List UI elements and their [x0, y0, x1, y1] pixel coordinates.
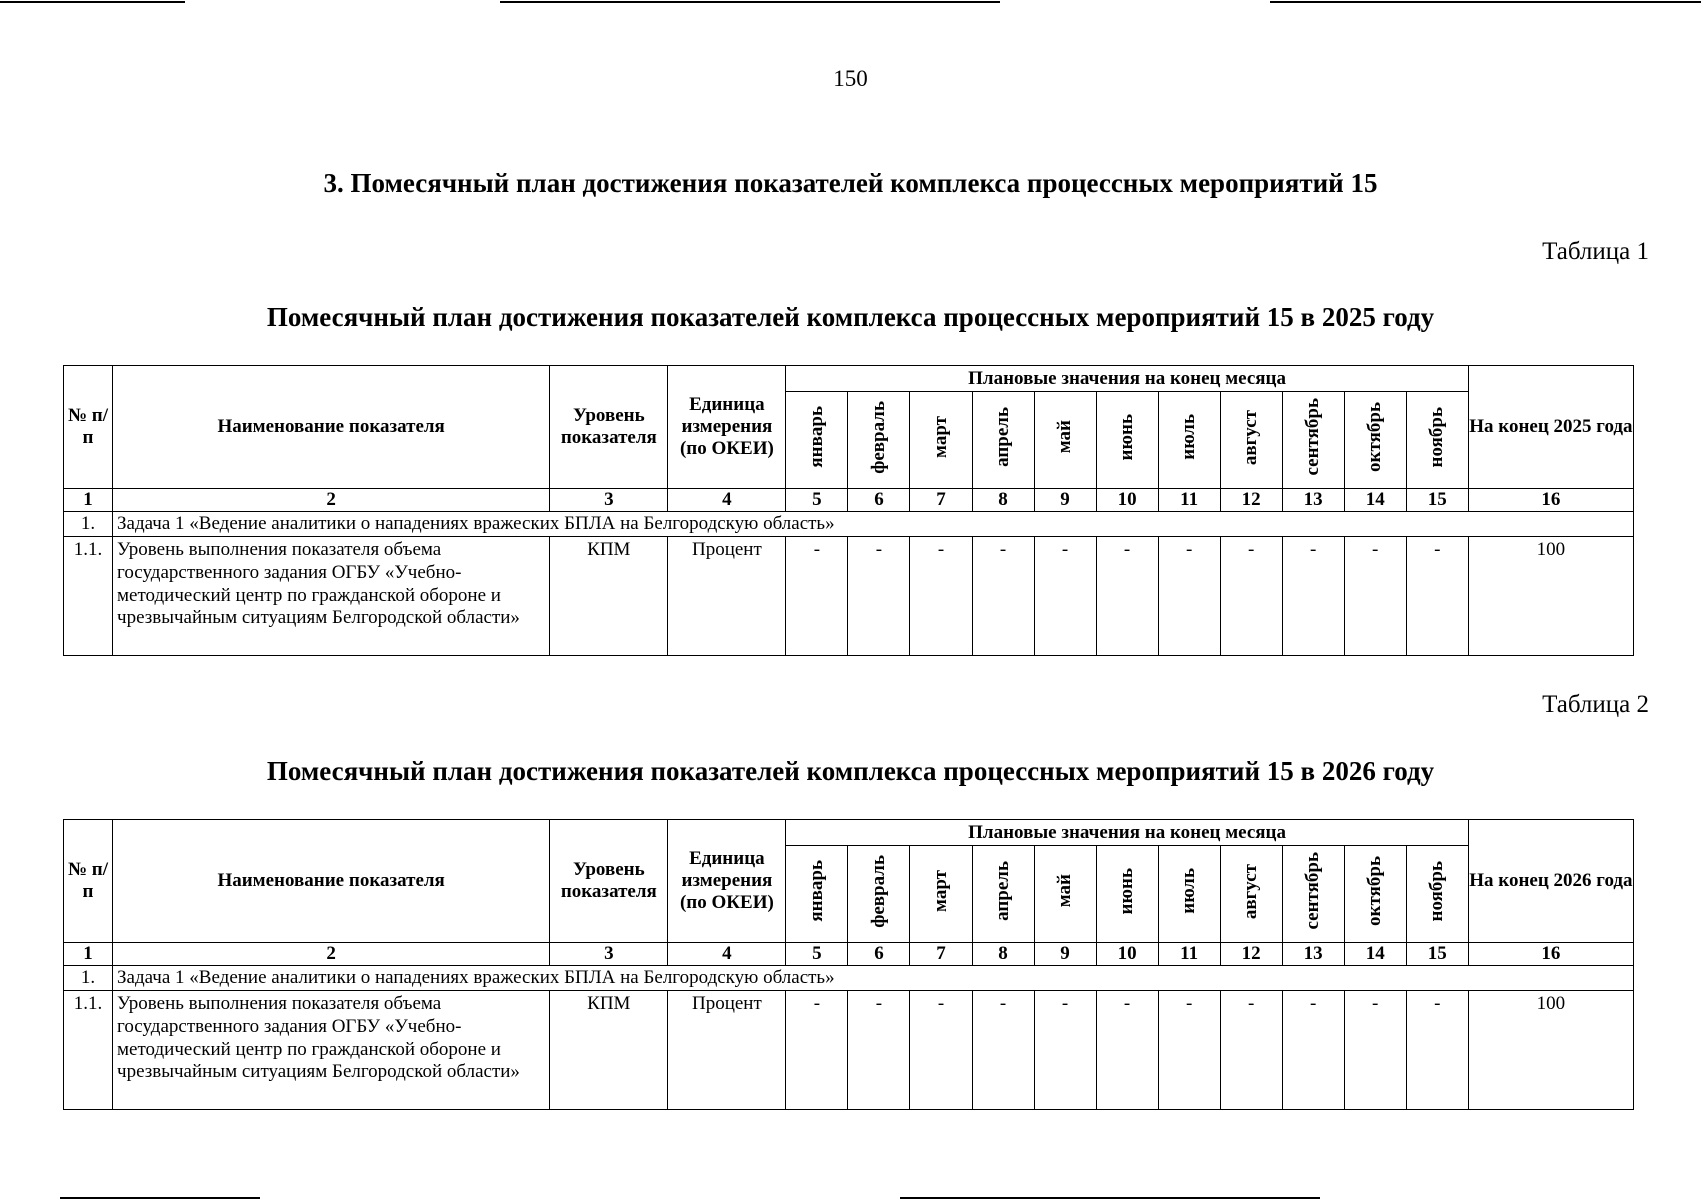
monthly-value: -: [1344, 537, 1406, 656]
column-number: 12: [1220, 943, 1282, 966]
indicator-name: Уровень выполнения показателя объема государственного задания ОГБУ «Учебно-методический центр по гражданской обороне и чрезвычайным ситуациям Белгородской области»: [113, 991, 550, 1110]
month-label: июнь: [1116, 867, 1138, 915]
column-number-row: [64, 943, 1634, 966]
month-label: март: [930, 870, 952, 913]
month-label: май: [1054, 420, 1076, 454]
monthly-value: -: [1220, 991, 1282, 1110]
month-header: [1406, 392, 1468, 489]
table-row: [64, 991, 1634, 1110]
month-header: [1034, 846, 1096, 943]
task-text: Задача 1 «Ведение аналитики о нападениях вражеских БПЛА на Белгородскую область»: [113, 966, 1634, 991]
month-label: июль: [1178, 868, 1200, 914]
month-header: [1034, 392, 1096, 489]
month-header: [1158, 846, 1220, 943]
indicator-unit: Процент: [668, 537, 786, 656]
month-header: [910, 392, 972, 489]
column-number: 8: [972, 943, 1034, 966]
month-label: сентябрь: [1302, 852, 1324, 930]
column-number: 2: [113, 943, 550, 966]
scan-edge-line: [0, 1, 185, 3]
column-number-row: [64, 489, 1634, 512]
column-number: 9: [1034, 943, 1096, 966]
monthly-value: -: [910, 991, 972, 1110]
monthly-value: -: [1096, 991, 1158, 1110]
column-number: 6: [848, 489, 910, 512]
month-label: октябрь: [1364, 402, 1386, 473]
table-row: [64, 537, 1634, 656]
section-title: 3. Помесячный план достижения показателей комплекса процессных мероприятий 15: [323, 168, 1378, 198]
header-level: Уровень показателя: [550, 820, 668, 943]
monthly-value: -: [848, 991, 910, 1110]
row-number: 1.1.: [64, 991, 113, 1110]
column-number: 1: [64, 489, 113, 512]
month-header: [972, 846, 1034, 943]
month-label: май: [1054, 874, 1076, 908]
column-number: 16: [1468, 489, 1633, 512]
end-of-year-value: 100: [1468, 537, 1633, 656]
monthly-value: -: [1344, 991, 1406, 1110]
column-number: 10: [1096, 489, 1158, 512]
column-number: 1: [64, 943, 113, 966]
month-label: январь: [806, 860, 827, 922]
monthly-value: -: [1282, 537, 1344, 656]
month-label: февраль: [868, 854, 890, 928]
task-row: [64, 966, 1634, 991]
month-header: [1344, 846, 1406, 943]
column-number: 5: [786, 943, 848, 966]
header-end: На конец 2025 года: [1468, 366, 1633, 489]
month-header: [1158, 392, 1220, 489]
task-number: 1.: [64, 966, 113, 991]
month-label: март: [930, 416, 952, 459]
scan-edge-line: [500, 1, 1000, 3]
month-label: август: [1240, 409, 1262, 465]
scan-edge-line: [1270, 1, 1701, 3]
monthly-value: -: [1034, 537, 1096, 656]
month-header: [1096, 846, 1158, 943]
column-number: 8: [972, 489, 1034, 512]
month-header: [848, 846, 910, 943]
monthly-value: -: [848, 537, 910, 656]
header-planned: Плановые значения на конец месяца: [786, 820, 1468, 846]
monthly-value: -: [1406, 991, 1468, 1110]
header-unit: Единица измерения (по ОКЕИ): [668, 820, 786, 943]
scan-edge-line: [900, 1197, 1320, 1199]
monthly-value: -: [1096, 537, 1158, 656]
task-text: Задача 1 «Ведение аналитики о нападениях вражеских БПЛА на Белгородскую область»: [113, 512, 1634, 537]
end-of-year-value: 100: [1468, 991, 1633, 1110]
column-number: 7: [910, 943, 972, 966]
month-label: июль: [1178, 414, 1200, 460]
header-level: Уровень показателя: [550, 366, 668, 489]
monthly-value: -: [1158, 537, 1220, 656]
header-name: Наименование показателя: [113, 820, 550, 943]
table-title: Помесячный план достижения показателей комплекса процессных мероприятий 15 в 2026 году: [266, 756, 1435, 786]
month-header: [1096, 392, 1158, 489]
column-number: 4: [668, 489, 786, 512]
plan-table-2025: [63, 365, 1634, 656]
header-unit: Единица измерения (по ОКЕИ): [668, 366, 786, 489]
month-header: [910, 846, 972, 943]
monthly-value: -: [786, 991, 848, 1110]
month-header: [1220, 846, 1282, 943]
monthly-value: -: [1220, 537, 1282, 656]
column-number: 15: [1406, 489, 1468, 512]
month-header: [848, 392, 910, 489]
column-number: 3: [550, 489, 668, 512]
column-number: 2: [113, 489, 550, 512]
column-number: 13: [1282, 489, 1344, 512]
header-name: Наименование показателя: [113, 366, 550, 489]
plan-table-2026: [63, 819, 1634, 1110]
column-number: 5: [786, 489, 848, 512]
task-number: 1.: [64, 512, 113, 537]
month-label: ноябрь: [1426, 406, 1448, 468]
month-label: апрель: [992, 407, 1014, 468]
monthly-value: -: [1158, 991, 1220, 1110]
month-header: [1220, 392, 1282, 489]
column-number: 14: [1344, 943, 1406, 966]
month-label: август: [1240, 863, 1262, 919]
table-title: Помесячный план достижения показателей комплекса процессных мероприятий 15 в 2025 году: [266, 302, 1435, 332]
month-header: [786, 846, 848, 943]
column-number: 11: [1158, 943, 1220, 966]
column-number: 16: [1468, 943, 1633, 966]
month-header: [786, 392, 848, 489]
indicator-level: КПМ: [550, 991, 668, 1110]
monthly-value: -: [1282, 991, 1344, 1110]
header-end: На конец 2026 года: [1468, 820, 1633, 943]
header-num: № п/п: [64, 366, 113, 489]
month-header: [972, 392, 1034, 489]
column-number: 3: [550, 943, 668, 966]
month-label: ноябрь: [1426, 860, 1448, 922]
indicator-level: КПМ: [550, 537, 668, 656]
table-label: Таблица 1: [1542, 238, 1649, 265]
column-number: 12: [1220, 489, 1282, 512]
column-number: 13: [1282, 943, 1344, 966]
column-number: 4: [668, 943, 786, 966]
month-label: июнь: [1116, 413, 1138, 461]
header-planned: Плановые значения на конец месяца: [786, 366, 1468, 392]
column-number: 14: [1344, 489, 1406, 512]
table-label: Таблица 2: [1542, 691, 1649, 718]
row-number: 1.1.: [64, 537, 113, 656]
monthly-value: -: [1406, 537, 1468, 656]
column-number: 15: [1406, 943, 1468, 966]
month-header: [1282, 846, 1344, 943]
page-number: 150: [833, 66, 868, 91]
column-number: 11: [1158, 489, 1220, 512]
monthly-value: -: [972, 537, 1034, 656]
monthly-value: -: [910, 537, 972, 656]
month-label: сентябрь: [1302, 398, 1324, 476]
column-number: 10: [1096, 943, 1158, 966]
monthly-value: -: [1034, 991, 1096, 1110]
month-label: октябрь: [1364, 856, 1386, 927]
header-num: № п/п: [64, 820, 113, 943]
column-number: 7: [910, 489, 972, 512]
monthly-value: -: [972, 991, 1034, 1110]
month-label: январь: [806, 406, 827, 468]
indicator-unit: Процент: [668, 991, 786, 1110]
task-row: [64, 512, 1634, 537]
month-header: [1406, 846, 1468, 943]
month-header: [1344, 392, 1406, 489]
month-label: февраль: [868, 400, 890, 474]
month-label: апрель: [992, 861, 1014, 922]
column-number: 6: [848, 943, 910, 966]
scan-edge-line: [60, 1197, 260, 1199]
column-number: 9: [1034, 489, 1096, 512]
month-header: [1282, 392, 1344, 489]
indicator-name: Уровень выполнения показателя объема государственного задания ОГБУ «Учебно-методический центр по гражданской обороне и чрезвычайным ситуациям Белгородской области»: [113, 537, 550, 656]
monthly-value: -: [786, 537, 848, 656]
